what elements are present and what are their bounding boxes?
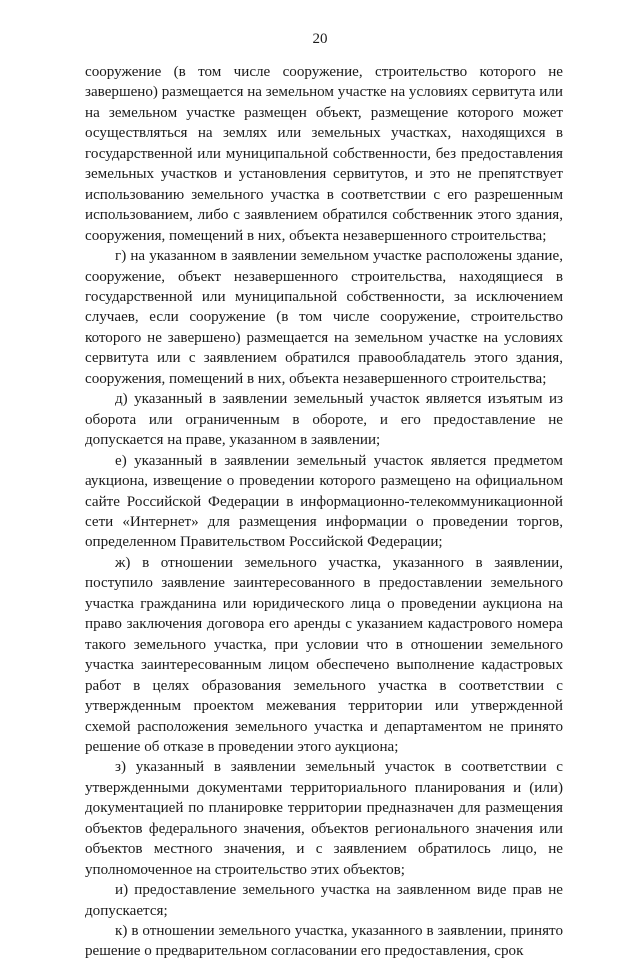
- paragraph-item-g: г) на указанном в заявлении земельном участке расположены здание, сооружение, объект незавершенного строительства, находящиеся в государственной или муниципальной собственности, за исключением случаев, если сооружение (в том числе сооружение, строительство которого не завершено) размещается на земельном участке на условиях сервитута или с заявлением обратился правообладатель этого здания, сооружения, помещений в них, объекта незавершенного строительства;: [85, 248, 563, 387]
- paragraph-item-z: з) указанный в заявлении земельный участок в соответствии с утвержденными документами территориального планирования и (или) документацией по планировке территории предназначен для размещения объектов федерального значения, объектов регионального значения или объектов местного значения, и с заявлением обратилось лицо, не уполномоченное на строительство этих объектов;: [85, 759, 563, 878]
- paragraph-item-e: е) указанный в заявлении земельный участок является предметом аукциона, извещение о проведении которого размещено на официальном сайте Российской Федерации в информационно-телекоммуникационной сети «Интернет» для размещения информации о проведении торгов, определенном Правительством Российской Федерации;: [85, 452, 563, 551]
- paragraph-continuation: сооружение (в том числе сооружение, строительство которого не завершено) размещается на земельном участке на условиях сервитута или на земельном участке размещен объект, размещение которого может осуществляться на землях или земельных участках, находящихся в государственной или муниципальной собственности, без предоставления земельных участков и установления сервитутов, и это не препятствует использованию земельного участка в соответствии с его разрешенным использованием, либо с заявлением обратился собственник этого здания, сооружения, помещений в них, объекта незавершенного строительства;: [85, 64, 563, 244]
- paragraph-item-k: к) в отношении земельного участка, указанного в заявлении, принято решение о предварительном согласовании его предоставления, срок: [85, 923, 563, 960]
- document-body: [85, 62, 563, 962]
- paragraph-item-i: и) предоставление земельного участка на заявленном виде прав не допускается;: [85, 882, 563, 919]
- page-number: 20: [312, 31, 328, 47]
- paragraph-item-d: д) указанный в заявлении земельный участок является изъятым из оборота или ограниченным в обороте, и его предоставление не допускается на праве, указанном в заявлении;: [85, 391, 563, 449]
- paragraph-item-zh: ж) в отношении земельного участка, указанного в заявлении, поступило заявление заинтересованного в предоставлении земельного участка гражданина или юридического лица о проведении аукциона на право заключения договора его аренды с указанием кадастрового номера такого земельного участка, при условии что в отношении земельного участка заинтересованным лицом обеспечено выполнение кадастровых работ в целях образования земельного участка в соответствии с утвержденным проектом межевания территории или утвержденной схемой расположения земельного участка и департаментом не принято решение об отказе в проведении этого аукциона;: [85, 554, 563, 755]
